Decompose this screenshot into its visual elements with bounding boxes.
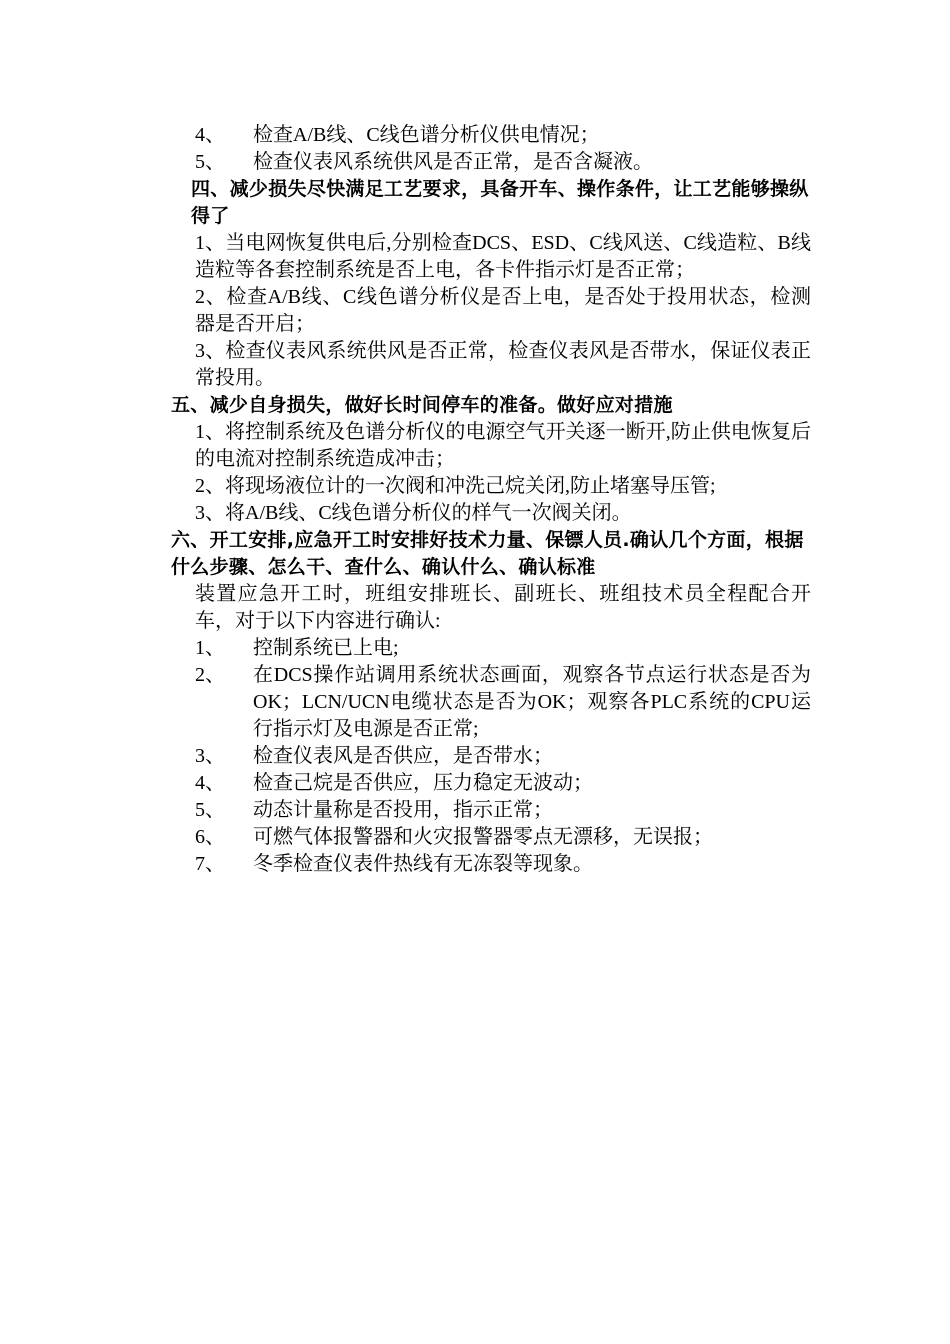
section-heading-5: 五、减少自身损失，做好长时间停车的准备。做好应对措施 <box>171 394 673 416</box>
intro-paragraph: 装置应急开工时，班组安排班长、副班长、班组技术员全程配合开车，对于以下内容进行确认: <box>195 583 811 632</box>
paragraph: 3、将A/B线、C线色谱分析仪的样气一次阀关闭。 <box>195 502 632 524</box>
document-body <box>171 122 811 878</box>
item-number: 3、 <box>195 745 225 767</box>
list-item <box>171 122 811 149</box>
item-text: 检查己烷是否供应，压力稳定无波动； <box>253 772 593 794</box>
item-number: 4、 <box>195 772 225 794</box>
list-item <box>171 149 811 176</box>
item-number: 5、 <box>195 799 225 821</box>
paragraph: 3、检查仪表风系统供风是否正常，检查仪表风是否带水，保证仪表正常投用。 <box>195 340 811 389</box>
item-text: 检查仪表风是否供应，是否带水； <box>253 745 553 767</box>
item-text: 动态计量称是否投用，指示正常； <box>253 799 553 821</box>
item-number: 4、 <box>195 124 225 146</box>
paragraph: 2、检查A/B线、C线色谱分析仪是否上电，是否处于投用状态，检测器是否开启； <box>195 286 811 335</box>
paragraph: 1、当电网恢复供电后,分别检查DCS、ESD、C线风送、C线造粒、B线造粒等各套控制系统是否上电，各卡件指示灯是否正常； <box>195 232 811 281</box>
item-text: 在DCS操作站调用系统状态画面，观察各节点运行状态是否为OK；LCN/UCN电缆状态是否为OK；观察各PLC系统的CPU运行指示灯及电源是否正常; <box>253 664 811 740</box>
item-number: 5、 <box>195 151 225 173</box>
section-heading-4: 四、减少损失尽快满足工艺要求，具备开车、操作条件，让工艺能够操纵得了 <box>191 178 809 227</box>
section-heading-6: 六、开工安排,应急开工时安排好技术力量、保镖人员.确认几个方面，根据什么步骤、怎么干、查什么、确认什么、确认标准 <box>171 529 804 578</box>
list-item <box>171 662 811 743</box>
item-number: 1、 <box>195 637 225 659</box>
paragraph: 2、将现场液位计的一次阀和冲洗己烷关闭,防止堵塞导压管; <box>195 475 716 497</box>
item-number: 2、 <box>195 664 225 686</box>
item-text: 可燃气体报警器和火灾报警器零点无漂移，无误报； <box>253 826 713 848</box>
item-text: 控制系统已上电; <box>253 637 399 659</box>
item-number: 6、 <box>195 826 225 848</box>
item-number: 7、 <box>195 853 225 875</box>
list-item <box>171 770 811 797</box>
list-item <box>171 797 811 824</box>
list-item <box>171 824 811 851</box>
item-text: 检查仪表风系统供风是否正常，是否含凝液。 <box>253 151 653 173</box>
paragraph: 1、将控制系统及色谱分析仪的电源空气开关逐一断开,防止供电恢复后的电流对控制系统造成冲击； <box>195 421 811 470</box>
list-item <box>171 743 811 770</box>
list-item <box>171 635 811 662</box>
item-text: 检查A/B线、C线色谱分析仪供电情况； <box>253 124 600 146</box>
list-item <box>171 851 811 878</box>
item-text: 冬季检查仪表件热线有无冻裂等现象。 <box>253 853 593 875</box>
